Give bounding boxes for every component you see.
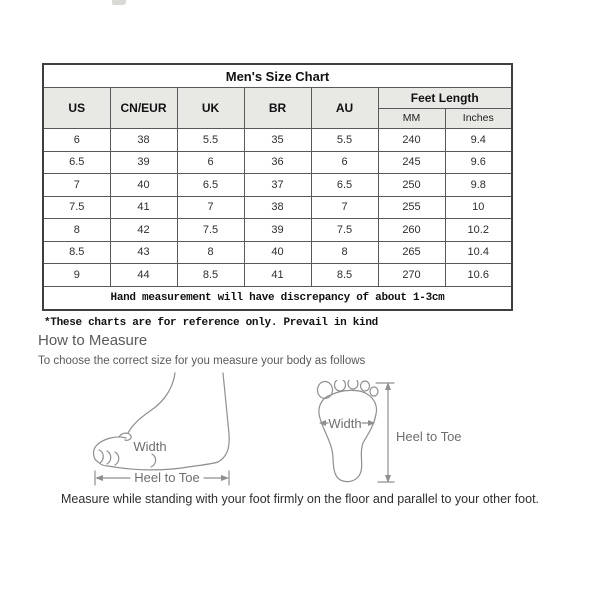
size-cell: 5.5	[177, 129, 244, 152]
col-header-inches: Inches	[445, 108, 512, 129]
size-cell: 7.5	[177, 219, 244, 242]
size-cell: 8	[43, 219, 110, 242]
size-cell: 36	[244, 151, 311, 174]
size-cell: 9.4	[445, 129, 512, 152]
size-cell: 7	[311, 196, 378, 219]
vertical-heel-to-toe-arrow	[376, 382, 394, 483]
table-row	[43, 219, 512, 242]
size-cell: 5.5	[311, 129, 378, 152]
cropped-image-artifact	[112, 0, 126, 5]
size-cell: 42	[110, 219, 177, 242]
size-cell: 10.4	[445, 241, 512, 264]
size-cell: 41	[110, 196, 177, 219]
table-title-row	[43, 64, 512, 88]
how-to-measure-heading: How to Measure	[38, 332, 148, 349]
toe	[361, 381, 370, 391]
table-row	[43, 151, 512, 174]
col-header-au: AU	[311, 88, 378, 129]
mens-size-chart-table	[42, 63, 513, 311]
col-header-us: US	[43, 88, 110, 129]
size-cell: 9	[43, 264, 110, 287]
size-cell: 39	[244, 219, 311, 242]
toe	[335, 380, 346, 391]
table-title: Men's Size Chart	[43, 64, 512, 88]
size-cell: 265	[378, 241, 445, 264]
toe	[370, 387, 378, 396]
size-cell: 6	[43, 129, 110, 152]
table-row	[43, 196, 512, 219]
size-cell: 8	[177, 241, 244, 264]
size-cell: 39	[110, 151, 177, 174]
size-cell: 7.5	[43, 196, 110, 219]
foot-side-view-diagram	[90, 372, 235, 488]
size-cell: 9.8	[445, 174, 512, 197]
size-cell: 7.5	[311, 219, 378, 242]
table-row	[43, 241, 512, 264]
size-chart-section	[42, 63, 513, 311]
size-cell: 255	[378, 196, 445, 219]
size-cell: 40	[244, 241, 311, 264]
size-cell: 6.5	[177, 174, 244, 197]
size-cell: 6.5	[43, 151, 110, 174]
size-cell: 6.5	[311, 174, 378, 197]
size-cell: 10.6	[445, 264, 512, 287]
col-header-uk: UK	[177, 88, 244, 129]
side-heel-to-toe-label: Heel to Toe	[134, 470, 200, 485]
how-to-measure-intro: To choose the correct size for you measure your body as follows	[38, 355, 366, 367]
table-footer-row	[43, 286, 512, 310]
col-header-br: BR	[244, 88, 311, 129]
table-row	[43, 264, 512, 287]
foot-side-outline	[94, 373, 230, 470]
size-cell: 43	[110, 241, 177, 264]
size-cell: 38	[244, 196, 311, 219]
size-cell: 38	[110, 129, 177, 152]
size-cell: 7	[43, 174, 110, 197]
size-cell: 7	[177, 196, 244, 219]
side-width-label: Width	[133, 439, 167, 454]
size-cell: 37	[244, 174, 311, 197]
size-cell: 270	[378, 264, 445, 287]
size-cell: 8	[311, 241, 378, 264]
size-cell: 6	[177, 151, 244, 174]
print-heel-to-toe-label: Heel to Toe	[396, 429, 462, 444]
col-header-feet-length: Feet Length	[378, 88, 512, 109]
col-header-mm: MM	[378, 108, 445, 129]
size-cell: 8.5	[177, 264, 244, 287]
col-header-cneur: CN/EUR	[110, 88, 177, 129]
measurement-diagrams	[0, 370, 600, 490]
measure-instruction: Measure while standing with your foot firmly on the floor and parallel to your other foot.	[60, 492, 540, 506]
size-cell: 245	[378, 151, 445, 174]
size-cell: 40	[110, 174, 177, 197]
size-cell: 41	[244, 264, 311, 287]
toe	[348, 380, 358, 389]
table-row	[43, 174, 512, 197]
size-cell: 10.2	[445, 219, 512, 242]
size-cell: 8.5	[43, 241, 110, 264]
size-cell: 35	[244, 129, 311, 152]
size-cell: 9.6	[445, 151, 512, 174]
reference-only-note: *These charts are for reference only. Prevail in kind	[44, 317, 378, 329]
footprint-diagram	[315, 380, 480, 490]
size-cell: 10	[445, 196, 512, 219]
size-cell: 240	[378, 129, 445, 152]
print-width-label: Width	[328, 416, 362, 431]
size-cell: 260	[378, 219, 445, 242]
table-row	[43, 129, 512, 152]
big-toe	[318, 382, 333, 399]
table-header-row	[43, 88, 512, 109]
size-cell: 6	[311, 151, 378, 174]
size-cell: 44	[110, 264, 177, 287]
measurement-discrepancy-note: Hand measurement will have discrepancy of about 1-3cm	[43, 286, 512, 310]
size-cell: 250	[378, 174, 445, 197]
size-cell: 8.5	[311, 264, 378, 287]
